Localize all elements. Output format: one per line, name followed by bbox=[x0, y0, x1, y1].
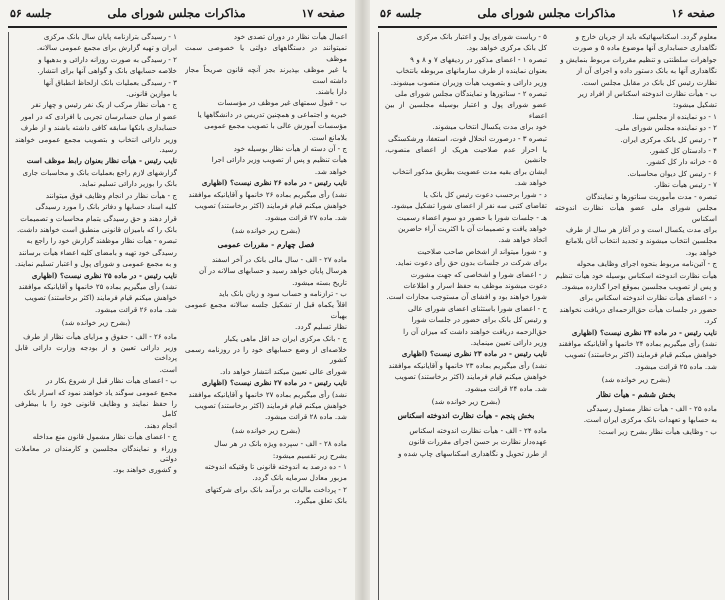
left-page-header bbox=[8, 6, 347, 28]
text-line: خواهد یافت و تصمیمات آن با اکثریت آراء حاضرین bbox=[398, 223, 547, 233]
text-line: شد. ماده ۲۵ قرائت میشود. bbox=[634, 361, 717, 371]
text-line: خواهد بود. bbox=[685, 247, 717, 257]
left-running-title: مذاکرات مجلس شورای ملی bbox=[107, 6, 246, 20]
text-line: ماده ۲۴ - الف - هیأت نظارت اندوخته اسکناس bbox=[409, 425, 547, 435]
text-line: است. bbox=[159, 364, 177, 374]
text-line: وزیر دارائی تعیین و از بودجه وزارت دارائی قابل پرداخت bbox=[15, 342, 177, 363]
text-line: بانک را بوزیر دارائی تسلیم نماید. bbox=[79, 179, 177, 189]
text-line: تبصره - هیأت نظار موظفند گزارش خود را راجع به bbox=[26, 236, 177, 246]
text-line: ۳ - رئیس کل بانک مرکزی ایران. bbox=[620, 134, 717, 144]
text-line: مؤسسات آموزش عالی با تصویب مجمع عمومی bbox=[204, 121, 347, 131]
text-line: خواهد شد. bbox=[514, 178, 547, 188]
text-line: ۶ - رئیس کل دیوان محاسبات. bbox=[627, 168, 717, 178]
text-line: ۲ - رسیدگی به صورت روزانه دارائی و بدهیها و bbox=[38, 54, 177, 64]
right-column-a bbox=[555, 32, 717, 600]
text-line: مزبور معادل سرمایه بانک گردد. bbox=[252, 473, 347, 483]
right-column-b bbox=[378, 32, 547, 600]
text-line: وزیر دارائی تعیین مینماید. bbox=[470, 337, 547, 347]
text-line: ج - هیأت نظار در انجام وظایف فوق میتوانند bbox=[45, 190, 177, 200]
text-line: عهده‌دار نظارت بر حسن اجرای مقررات قانون bbox=[408, 437, 547, 447]
text-line: خلاصه حسابهای بانک و گواهی آنها برای انتشار. bbox=[37, 66, 177, 76]
text-line: ج - اعضای هیأت نظار مشمول قانون منع مداخله bbox=[32, 432, 177, 442]
text-line: نشد) رأی میگیریم بماده ۲۳ خانمها و آقایانیکه موافقند bbox=[388, 360, 547, 370]
text-line: ۴ - دادستان کل کشور. bbox=[649, 146, 717, 156]
text-line: عضو از میان حسابرسان تجربی یا افرادی که در امور bbox=[20, 111, 177, 121]
text-line: نایب رئیس - در ماده ۲۶ نظری نیست؟ (اظهاری bbox=[201, 178, 347, 188]
text-line: د - اعضای هیأت نظارت اندوخته اسکناس برای bbox=[579, 293, 717, 303]
right-page bbox=[370, 0, 725, 600]
text-line: به حسابها و تعهدات بانک مرکزی ایران است. bbox=[583, 415, 717, 425]
text-line: اتخاذ خواهد شد. bbox=[498, 235, 547, 245]
text-line: د - شورا برحسب دعوت رئیس کل بانک یا bbox=[423, 189, 547, 199]
text-line: حضور در جلسات هیأت حق‌الزحمه‌ای دریافت نخواهند bbox=[559, 304, 717, 314]
text-line: هرسال پایان خواهد رسید و حسابهای سالانه در آن bbox=[198, 266, 347, 276]
text-line: برای مدت یکسال است و در آغاز هر سال از طرف bbox=[565, 224, 717, 234]
text-line: تبصره - مدت مأموریت سناتورها و نمایندگان bbox=[586, 191, 717, 201]
text-line: ب - وظایف هیأت نظار بشرح زیر است: bbox=[598, 426, 717, 436]
right-page-number: صفحه ۱۶ bbox=[671, 7, 715, 20]
text-line: نشد) رأی میگیریم بماده ۲۴ خانمها و آقایانیکه موافقند bbox=[558, 338, 717, 348]
text-line: خواهش میکنم قیام فرمایند (اکثر برخاستند) تصویب bbox=[394, 372, 547, 382]
text-line: ۱ - رسیدگی بترازنامه پایان سال بانک مرکزی bbox=[43, 32, 177, 41]
text-line: ماده ۲۸ - الف - سپرده ویژه بانک در هر سال bbox=[214, 439, 347, 449]
binding-gutter bbox=[355, 0, 370, 600]
text-line: از طرز تحویل و نگاهداری اسکناسهای چاپ شده و bbox=[398, 448, 547, 458]
right-session-label: جلسه ۵۶ bbox=[380, 7, 422, 20]
text-line: هیأت تنظیم و پس از تصویب وزیر دارائی اجرا bbox=[211, 155, 347, 165]
left-page bbox=[0, 0, 355, 600]
text-line: حسابداری بانکها سابقه کافی داشته باشند و از طرف bbox=[20, 123, 177, 133]
text-line: مجلسین انتخاب میشوند و تجدید انتخاب آنان بلامانع bbox=[565, 236, 717, 246]
text-line: بخش پنجم - هیأت نظارت اندوخته اسکناس bbox=[397, 411, 535, 421]
text-line: ح - اعضای شورا باستثنای اعضای شورای عالی bbox=[408, 303, 547, 313]
text-line: و رئیس کل بانک برای حضور در جلسات شورا bbox=[411, 315, 547, 325]
text-line: مجلس شورای ملی عضو هیأت نظارت اندوخته اسکناس bbox=[555, 203, 717, 223]
text-line: اعمال هیأت نظار در دوران تصدی خود bbox=[233, 32, 347, 41]
text-line: بلامانع است. bbox=[309, 132, 347, 142]
text-line: نایب رئیس - هیأت نظار بعنوان رابط موظف است bbox=[26, 156, 177, 166]
text-line: اقلاً یکماه قبل از تشکیل جلسه سالانه مجمع عمومی بهیأت bbox=[185, 300, 347, 320]
text-line: شد. ماده ۲۷ قرائت میشود. bbox=[264, 212, 347, 222]
text-line: خواهش میکنم قیام فرمایند (اکثر برخاستند) تصویب bbox=[564, 350, 717, 360]
text-line: نشد) رأی میگیریم بماده ۲۷ خانمها و آقایانیکه موافقند bbox=[188, 389, 347, 399]
text-line: شد. ماده ۲۴ قرائت میشود. bbox=[464, 383, 547, 393]
text-line: رسیدگی خود تهیه و بامضای کلیه اعضاء هیأت برسانند bbox=[18, 247, 177, 257]
text-line: هیأت نظارت اندوخته اسکناس بوسیله خود هیأت تنظیم bbox=[555, 270, 717, 280]
left-column-a bbox=[185, 32, 347, 600]
text-line: بانک تعلق میگیرد. bbox=[294, 496, 347, 506]
text-line: خود برای مدت یکسال انتخاب میشوند. bbox=[432, 122, 547, 132]
right-running-title: مذاکرات مجلس شورای ملی bbox=[477, 6, 616, 20]
text-line: و به مجمع عمومی و شورای پول و اعتبار تسلیم نمایند. bbox=[15, 259, 177, 269]
text-line: ایشان برای بقیه مدت عضویت بطریق مذکور انتخاب bbox=[392, 166, 547, 176]
text-line: معلوم گردد. اسکناسهائیکه باید از جریان خارج و bbox=[575, 32, 717, 41]
text-line: نشد) رأی میگیریم بماده ۲۵ خانمها و آقایانیکه موافقند bbox=[18, 281, 177, 291]
text-line: یا غیر موظف بپذیرند بجز آنچه قانون صریحاً مجاز داشته است bbox=[185, 65, 347, 85]
text-line: ۳ - رسیدگی بعملیات بانک ازلحاظ انطباق آنها bbox=[43, 77, 177, 87]
text-line: حق‌الزحمه دریافت خواهند داشت که میزان آن را bbox=[403, 326, 547, 336]
text-line: نمیتوانند در دستگاههای دولتی یا خصوصی سمت موظف bbox=[185, 43, 347, 63]
text-line: ج - هیأت نظار مرکب از یک نفر رئیس و چهار نفر bbox=[31, 100, 177, 110]
text-line: نایب رئیس - در ماده ۲۵ نظری نیست؟ (اظهاری bbox=[31, 270, 177, 280]
text-line: با موازین قانونی. bbox=[126, 89, 177, 99]
text-line: خواهد شد. bbox=[314, 166, 347, 176]
text-line: تاریخ بسته میشود. bbox=[292, 277, 347, 287]
text-line: وزراء و نمایندگان مجلسین و کارمندان در معاملات دولتی bbox=[15, 443, 177, 464]
text-line: ز - اعضای شورا و اشخاصی که جهت مشورت bbox=[410, 269, 547, 279]
text-line: و - شورا میتواند از اشخاص صاحب صلاحیت bbox=[417, 246, 547, 256]
text-line: هـ - جلسات شورا با حضور دو سوم اعضاء رسمیت bbox=[396, 212, 547, 222]
text-line: نایب رئیس - در ماده ۲۷ نظری نیست؟ (اظهاری bbox=[201, 378, 347, 388]
text-line: (بشرح زیر خوانده شد) bbox=[61, 318, 131, 328]
text-line: تشکیل میشود: bbox=[672, 100, 717, 110]
text-line: ۲ - پرداخت مالیات بر درآمد بانک برای شرکتهای bbox=[205, 484, 347, 494]
text-line: گزارشهای لازم راجع بعملیات بانک و محاسبات جاری bbox=[22, 167, 177, 177]
text-line: خیریه و اجتماعی و همچنین تدریس در دانشگاهها یا bbox=[197, 109, 347, 119]
text-line: جواهرات سلطنتی و تنظیم مقررات مربوط بنمایش و bbox=[560, 54, 717, 64]
text-line: ماده ۲۵ - الف - هیأت نظار مسئول رسیدگی bbox=[586, 404, 717, 413]
right-page-header bbox=[378, 6, 717, 28]
text-line: فصل چهارم - مقررات عمومی bbox=[217, 240, 315, 250]
text-line: شد. ماده ۲۶ قرائت میشود. bbox=[94, 304, 177, 314]
text-line: مجمع عمومی سوگند یاد خواهند نمود که اسرار بانک bbox=[23, 387, 177, 397]
text-line: و پس از تصویب مجلسین بموقع اجرا گذارده میشود. bbox=[561, 281, 717, 291]
text-line: و کشوری خواهند بود. bbox=[112, 465, 177, 475]
text-line: ۵ - ریاست شورای پول و اعتبار بانک مرکزی bbox=[416, 32, 547, 41]
text-line: نظارت رئیس کل بانک در مقابل مجلس است. bbox=[581, 77, 717, 87]
left-column-b bbox=[8, 32, 177, 600]
text-line: ۱ - دو نماینده از مجلس سنا. bbox=[632, 111, 717, 121]
text-line: قرار دهند و حق رسیدگی بتمام محاسبات و تصمیمات bbox=[20, 213, 177, 223]
text-line: بانک را که بامیزان قانونی منطبق است خواهند داشت. bbox=[16, 224, 177, 234]
text-line: بخش ششم - هیأت نظار bbox=[596, 389, 676, 399]
text-line: خواهش میکنم قیام فرمایند (اکثر برخاستند) تصویب bbox=[194, 201, 347, 211]
text-line: یا احراز عدم صلاحیت هریک از اعضای منصوب، جانشین bbox=[385, 145, 547, 165]
left-session-label: جلسه ۵۶ bbox=[10, 7, 52, 20]
text-line: نایب رئیس - در ماده ۲۳ نظری نیست؟ (اظهاری bbox=[401, 349, 547, 359]
text-line: ایران و تهیه گزارش برای مجمع عمومی سالانه. bbox=[36, 43, 177, 53]
text-line: ۵ - خزانه دار کل کشور. bbox=[646, 157, 717, 167]
text-line: دعوت میشوند موظف به حفظ اسرار و اطلاعات bbox=[403, 280, 547, 290]
text-line: نایب رئیس - در ماده ۲۴ نظری نیست؟ (اظهاری bbox=[571, 327, 717, 337]
text-line: ب - قبول سمتهای غیر موظف در مؤسسات bbox=[217, 98, 347, 108]
text-line: نگاهداری حسابداری آنها موضوع ماده ۵ و صورت bbox=[572, 43, 717, 53]
text-line: خواهش میکنم قیام فرمایند (اکثر برخاستند) تصویب bbox=[24, 293, 177, 303]
text-line: نشد) رأی میگیریم بماده ۲۶ خانمها و آقایانیکه موافقند bbox=[188, 189, 347, 199]
text-line: نظار تسلیم گردد. bbox=[295, 322, 347, 332]
text-line: تقاضای کتبی سه نفر از اعضای شورا تشکیل میشود. bbox=[391, 201, 547, 211]
text-line: ب - اعضای هیأت نظار قبل از شروع بکار در bbox=[45, 376, 177, 386]
text-line: را حفظ نمایند و وظایف قانونی خود را با بیطرفی کامل bbox=[15, 399, 177, 419]
text-line: عضو شورای پول و اعتبار بوسیله مجلسین از بین اعضاء bbox=[385, 100, 547, 120]
text-line: ج - آن دسته از هیأت نظار بوسیله خود bbox=[233, 144, 347, 154]
text-line: دارا باشند. bbox=[315, 87, 347, 97]
text-line: کلیه اسناد حسابها و دفاتر بانک را مورد رسیدگی bbox=[35, 202, 177, 212]
text-line: کرد. bbox=[704, 316, 717, 326]
text-line: (بشرح زیر خوانده شد) bbox=[231, 225, 301, 235]
text-line: خلاصه‌ای از وضع حسابهای خود را در روزنامه رسمی کشور bbox=[185, 344, 347, 365]
text-line: ماده ۲۶ - الف - حقوق و مزایای هیأت نظار از طرف bbox=[23, 331, 177, 341]
text-line: وزیر دارائی انتخاب و بتصویب مجمع عمومی خواهند رسید. bbox=[15, 134, 177, 155]
text-line: بشرح زیر تقسیم میشود: bbox=[272, 450, 347, 460]
text-line: وزیر دارائی و بتصویب هیأت وزیران منصوب میشوند. bbox=[390, 77, 547, 87]
text-line: ب - هیأت نظارت اندوخته اسکناس از افراد زیر bbox=[577, 89, 717, 99]
text-line: تبصره ۲ - سناتورها و نمایندگان مجلس شورای ملی bbox=[395, 89, 547, 99]
text-line: ۲ - دو نماینده مجلس شورای ملی. bbox=[614, 123, 717, 133]
text-line: ب - ترازنامه و حساب سود و زیان بانک باید bbox=[218, 288, 347, 298]
text-line: ۱ - ده درصد به اندوخته قانونی تا وقتیکه اندوخته bbox=[204, 462, 347, 472]
text-line: شورای عالی تعیین میکند انتشار خواهد داد. bbox=[219, 366, 347, 376]
text-line: ماده ۲۷ - الف - سال مالی بانک در آخر اسفند bbox=[211, 254, 347, 264]
text-line: ج - بانک مرکزی ایران حد اقل ماهی یکبار bbox=[224, 333, 347, 343]
text-line: ج - آئین‌نامه مربوط بنحوه اجرای وظایف محوله bbox=[576, 259, 717, 269]
text-line: ۷ - رئیس هیأت نظار. bbox=[653, 180, 717, 190]
text-line: کل بانک مرکزی خواهد بود. bbox=[466, 43, 547, 53]
text-line: خواهش میکنم قیام فرمایند (اکثر برخاستند) تصویب bbox=[194, 401, 347, 410]
text-line: شورا خواهند بود و افشای آن مستوجب مجازات است. bbox=[386, 292, 547, 302]
text-line: (بشرح زیر خوانده شد) bbox=[431, 397, 501, 406]
text-line: بعنوان نماینده از طرف سازمانهای مربوطه بانتخاب bbox=[396, 66, 547, 76]
text-line: تبصره ۳ - درصورت انحلال فوت، استعفا، ورشکستگی bbox=[388, 133, 547, 143]
text-line: (بشرح زیر خوانده شد) bbox=[231, 425, 301, 435]
text-line: تبصره ۱ - اعضای مذکور در ردیفهای ۷ و ۸ و ۹ bbox=[410, 54, 547, 64]
text-line: برای شرکت در جلسات بدون حق رأی دعوت نماید. bbox=[395, 258, 547, 268]
text-line: (بشرح زیر خوانده شد) bbox=[601, 375, 671, 385]
text-line: شد. ماده ۲۸ قرائت میشود. bbox=[264, 412, 347, 422]
text-line: نگاهداری آنها به بانک دستور داده و اجرای آن از bbox=[576, 66, 717, 76]
text-line: انجام دهند. bbox=[144, 420, 177, 430]
left-page-number: صفحه ۱۷ bbox=[301, 7, 345, 20]
